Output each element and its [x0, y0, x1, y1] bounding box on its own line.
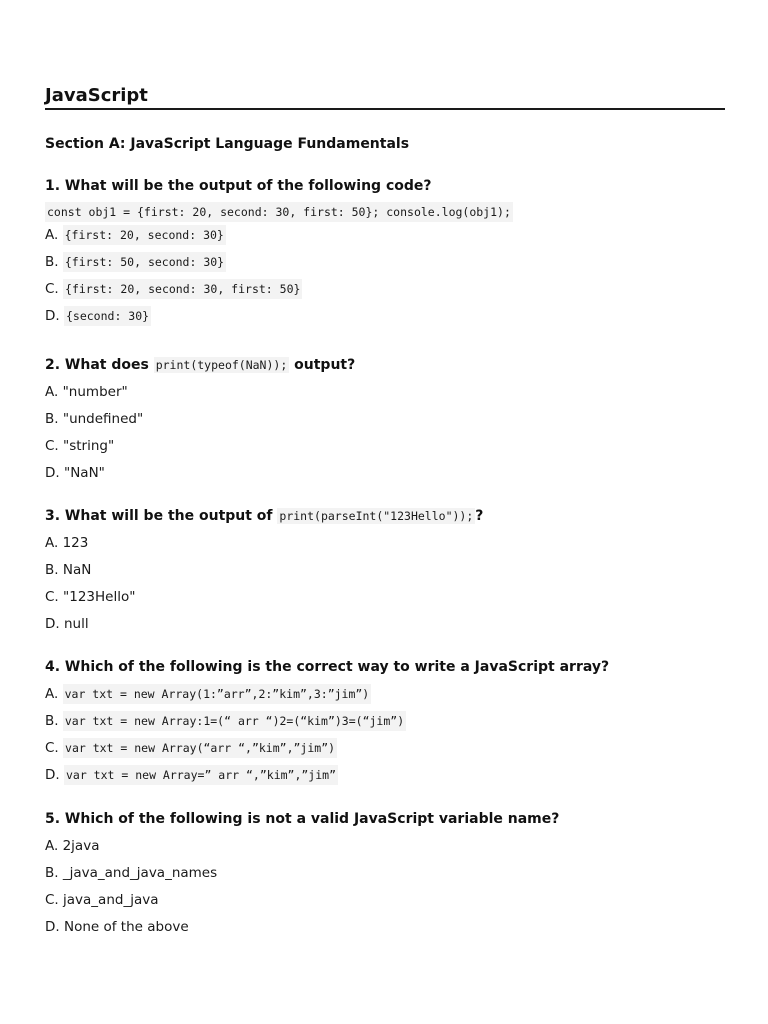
option-value: null — [63, 616, 89, 632]
page-title: JavaScript — [45, 85, 148, 106]
option-b — [45, 557, 725, 584]
option-value: "string" — [63, 438, 115, 454]
option-label: B. — [45, 865, 59, 881]
option-value: "NaN" — [63, 465, 105, 481]
inline-code: print(typeof(NaN)); — [155, 358, 288, 372]
option-label: B. — [45, 562, 59, 578]
option-a — [45, 379, 725, 406]
option-b — [45, 708, 725, 735]
option-label: D. — [45, 919, 60, 935]
option-value: var txt = new Array:1=(“ arr “)2=(“kim”)3=(“jim”) — [63, 711, 406, 731]
option-label: A. — [45, 384, 59, 400]
option-label: B. — [45, 411, 59, 427]
option-a — [45, 530, 725, 557]
option-value: var txt = new Array(“arr “,”kim”,”jim”) — [63, 738, 337, 758]
question-text-before: 3. What will be the output of — [45, 508, 273, 524]
option-d — [45, 611, 725, 638]
option-c — [45, 584, 725, 611]
option-label: B. — [45, 254, 59, 270]
option-a — [45, 681, 725, 708]
option-value: java_and_java — [63, 892, 159, 908]
option-c — [45, 887, 725, 914]
option-label: D. — [45, 308, 60, 324]
inline-code: print(parseInt("123Hello")); — [279, 509, 474, 523]
option-value: {first: 50, second: 30} — [63, 252, 226, 272]
question-5-options — [45, 833, 725, 941]
option-c — [45, 276, 725, 303]
option-label: C. — [45, 438, 59, 454]
option-label: B. — [45, 713, 59, 729]
question-1-code-snippet: const obj1 = {first: 20, second: 30, first: 50}; console.log(obj1); — [45, 202, 513, 222]
option-a — [45, 222, 725, 249]
option-value: "number" — [62, 384, 128, 400]
question-3 — [45, 506, 725, 638]
option-label: A. — [45, 227, 59, 243]
question-2 — [45, 355, 725, 487]
title-divider — [45, 108, 725, 110]
option-a — [45, 833, 725, 860]
option-label: D. — [45, 767, 60, 783]
option-label: A. — [45, 686, 59, 702]
option-label: C. — [45, 740, 59, 756]
option-b — [45, 249, 725, 276]
option-value: _java_and_java_names — [62, 865, 218, 881]
option-label: D. — [45, 616, 60, 632]
question-text-after: output? — [294, 357, 356, 373]
question-3-text — [45, 506, 725, 526]
option-label: A. — [45, 838, 59, 854]
option-b — [45, 860, 725, 887]
option-value: None of the above — [63, 919, 189, 935]
question-5-text: 5. Which of the following is not a valid JavaScript variable name? — [45, 811, 560, 827]
option-label: C. — [45, 892, 59, 908]
option-label: C. — [45, 281, 59, 297]
question-4 — [45, 657, 725, 789]
option-value: {first: 20, second: 30, first: 50} — [63, 279, 302, 299]
option-value: "123Hello" — [63, 589, 136, 605]
section-heading: Section A: JavaScript Language Fundamentals — [45, 136, 410, 152]
option-d — [45, 914, 725, 941]
question-text-after: ? — [475, 508, 484, 524]
question-2-text — [45, 355, 725, 375]
option-value: 2java — [62, 838, 100, 854]
question-1-text: 1. What will be the output of the following code? — [45, 178, 432, 194]
question-3-options — [45, 530, 725, 638]
option-value: {first: 20, second: 30} — [63, 225, 226, 245]
option-d — [45, 460, 725, 487]
question-4-text: 4. Which of the following is the correct way to write a JavaScript array? — [45, 659, 610, 675]
option-value: NaN — [62, 562, 92, 578]
option-label: D. — [45, 465, 60, 481]
question-5 — [45, 809, 725, 941]
option-c — [45, 433, 725, 460]
option-b — [45, 406, 725, 433]
question-1-options — [45, 222, 725, 330]
question-text-before: 2. What does — [45, 357, 149, 373]
option-value: var txt = new Array=” arr “,”kim”,”jim” — [64, 765, 338, 785]
question-4-options — [45, 681, 725, 789]
option-label: C. — [45, 589, 59, 605]
option-value: 123 — [62, 535, 89, 551]
question-2-options — [45, 379, 725, 487]
option-c — [45, 735, 725, 762]
option-label: A. — [45, 535, 59, 551]
option-d — [45, 762, 725, 789]
option-value: "undefined" — [62, 411, 144, 427]
option-value: var txt = new Array(1:”arr”,2:”kim”,3:”jim”) — [63, 684, 372, 704]
question-1 — [45, 176, 725, 330]
option-value: {second: 30} — [64, 306, 151, 326]
option-d — [45, 303, 725, 330]
